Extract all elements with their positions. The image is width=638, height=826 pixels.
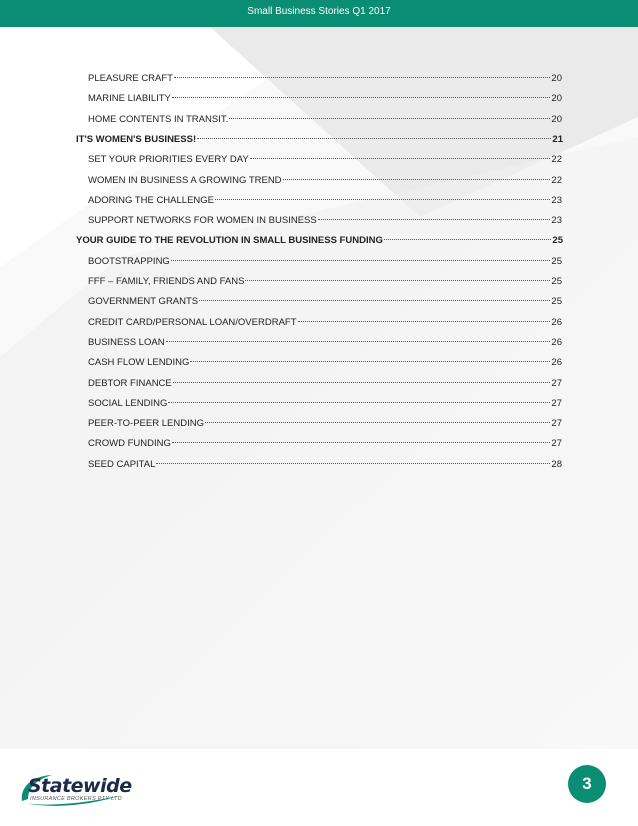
toc-entry-label: BOOTSTRAPPING xyxy=(88,255,170,267)
toc-entry-label: PEER-TO-PEER LENDING xyxy=(88,418,204,430)
toc-entry-label: WOMEN IN BUSINESS A GROWING TREND xyxy=(88,174,282,186)
toc-entry[interactable] xyxy=(88,273,562,291)
toc-dot-leader xyxy=(166,341,551,342)
toc-page-number: 22 xyxy=(551,154,562,166)
toc-dot-leader xyxy=(384,239,552,240)
toc-dot-leader xyxy=(215,199,550,200)
toc-page-number: 23 xyxy=(551,194,562,206)
toc-dot-leader xyxy=(229,118,550,119)
toc-page-number: 20 xyxy=(551,93,562,105)
toc-entry[interactable] xyxy=(88,375,562,393)
toc-entry[interactable] xyxy=(88,395,562,413)
toc-entry[interactable] xyxy=(88,192,562,210)
toc-dot-leader xyxy=(174,77,550,78)
toc-page-number: 27 xyxy=(551,377,562,389)
toc-entry[interactable] xyxy=(88,334,562,352)
statewide-logo xyxy=(18,773,132,807)
toc-dot-leader xyxy=(298,321,551,322)
toc-entry[interactable] xyxy=(88,90,562,108)
toc-page-number: 28 xyxy=(551,458,562,470)
toc-entry[interactable] xyxy=(88,293,562,311)
toc-entry-label: IT'S WOMEN'S BUSINESS! xyxy=(76,133,197,145)
toc-dot-leader xyxy=(245,280,550,281)
toc-entry-label: FFF – FAMILY, FRIENDS AND FANS xyxy=(88,276,245,287)
toc-entry-label: SET YOUR PRIORITIES EVERY DAY xyxy=(88,154,249,166)
toc-entry[interactable] xyxy=(88,70,562,88)
toc-entry[interactable] xyxy=(88,111,562,129)
toc-page-number: 25 xyxy=(551,255,562,267)
toc-page-number: 26 xyxy=(551,357,562,369)
toc-entry[interactable] xyxy=(88,435,562,453)
toc-dot-leader xyxy=(168,402,550,403)
toc-dot-leader xyxy=(205,422,550,423)
footer xyxy=(0,749,638,826)
toc-entry[interactable] xyxy=(88,456,562,474)
toc-page-number: 23 xyxy=(551,215,562,227)
toc-entry-label: BUSINESS LOAN xyxy=(88,336,165,348)
toc-dot-leader xyxy=(172,442,551,443)
toc-entry-label: MARINE LIABILITY xyxy=(88,93,171,105)
toc-page-number: 26 xyxy=(551,316,562,328)
toc-page-number: 21 xyxy=(552,133,563,145)
toc-entry[interactable] xyxy=(88,212,562,230)
toc-page-number: 25 xyxy=(551,276,562,287)
logo-wordmark: Statewide xyxy=(28,775,132,797)
logo-tagline: INSURANCE BROKERS PTY LTD xyxy=(30,796,122,802)
toc-dot-leader xyxy=(171,260,551,261)
toc-entry-label: ADORING THE CHALLENGE xyxy=(88,194,214,206)
toc-dot-leader xyxy=(190,361,550,362)
toc-entry-label: YOUR GUIDE TO THE REVOLUTION IN SMALL BUSINESS FUNDING xyxy=(76,235,383,247)
toc-entry-label: CREDIT CARD/PERSONAL LOAN/OVERDRAFT xyxy=(88,316,297,328)
toc-dot-leader xyxy=(197,138,551,139)
toc-entry[interactable] xyxy=(88,151,562,169)
toc-section-heading[interactable] xyxy=(76,232,563,250)
toc-dot-leader xyxy=(199,300,550,301)
toc-dot-leader xyxy=(250,158,551,159)
toc-entry[interactable] xyxy=(88,314,562,332)
toc-page-number: 22 xyxy=(551,174,562,186)
toc-entry[interactable] xyxy=(88,253,562,271)
toc-entry-label: HOME CONTENTS IN TRANSIT. xyxy=(88,113,229,125)
document-title: Small Business Stories Q1 2017 xyxy=(247,6,391,17)
toc-entry-label: CASH FLOW LENDING xyxy=(88,357,190,369)
toc-dot-leader xyxy=(173,382,551,383)
toc-entry-label: SUPPORT NETWORKS FOR WOMEN IN BUSINESS xyxy=(88,215,317,227)
toc-page-number: 25 xyxy=(551,296,562,308)
toc-entry-label: DEBTOR FINANCE xyxy=(88,377,172,389)
toc-dot-leader xyxy=(172,97,551,98)
toc-dot-leader xyxy=(156,463,550,464)
toc-entry-label: CROWD FUNDING xyxy=(88,438,171,450)
toc-page-number: 27 xyxy=(551,418,562,430)
toc-entry[interactable] xyxy=(88,354,562,372)
toc-page-number: 25 xyxy=(552,235,563,247)
toc-entry-label: GOVERNMENT GRANTS xyxy=(88,296,199,308)
toc-entry[interactable] xyxy=(88,415,562,433)
toc-dot-leader xyxy=(318,219,551,220)
toc-entry-label: SEED CAPITAL xyxy=(88,458,156,470)
page-number-badge: 3 xyxy=(568,765,606,803)
toc-page-number: 20 xyxy=(551,113,562,125)
toc-page-number: 27 xyxy=(551,438,562,450)
toc-dot-leader xyxy=(283,179,551,180)
toc-page-number: 27 xyxy=(551,397,562,409)
toc-page-number: 20 xyxy=(551,73,562,84)
toc-entry[interactable] xyxy=(88,172,562,190)
toc-section-heading[interactable] xyxy=(76,131,563,149)
header-bar xyxy=(0,0,638,27)
toc-entry-label: PLEASURE CRAFT xyxy=(88,73,173,84)
toc-entry-label: SOCIAL LENDING xyxy=(88,397,168,409)
toc-page-number: 26 xyxy=(551,336,562,348)
